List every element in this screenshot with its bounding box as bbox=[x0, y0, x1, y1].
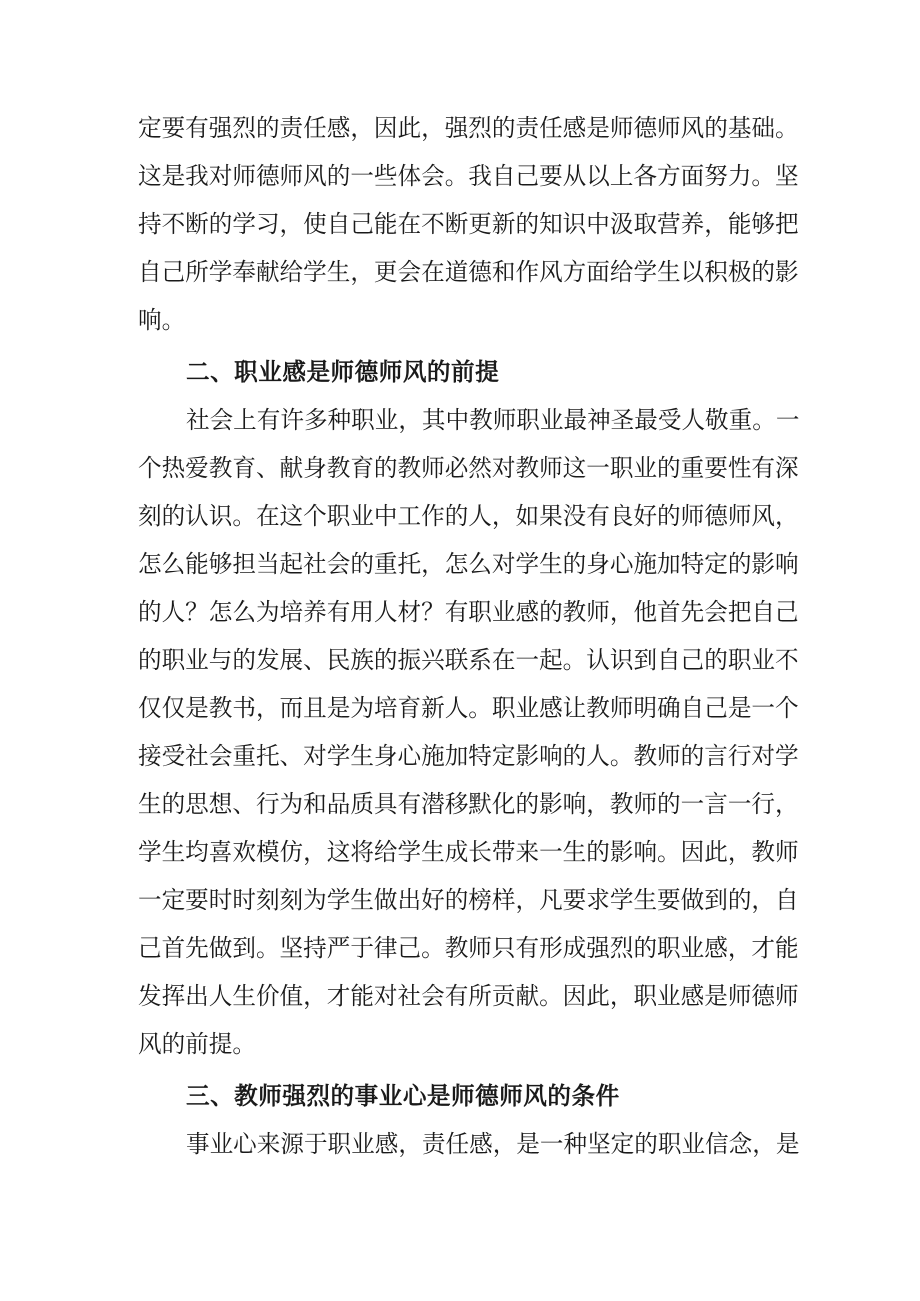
paragraph-1-line: 持不断的学习，使自己能在不断更新的知识中汲取营养，能够把 bbox=[138, 210, 799, 238]
paragraph-1-line: 定要有强烈的责任感，因此，强烈的责任感是师德师风的基础。 bbox=[138, 114, 799, 142]
paragraph-2-line: 的人？怎么为培养有用人材？有职业感的教师，他首先会把自己 bbox=[138, 598, 799, 626]
paragraph-2-line: 风的前提。 bbox=[138, 1030, 256, 1058]
paragraph-2-line: 仅仅是教书，而且是为培育新人。职业感让教师明确自己是一个 bbox=[138, 694, 799, 722]
paragraph-2-line: 接受社会重托、对学生身心施加特定影响的人。教师的言行对学 bbox=[138, 742, 799, 770]
section-heading-3: 三、教师强烈的事业心是师德师风的条件 bbox=[186, 1082, 620, 1110]
paragraph-2-line: 怎么能够担当起社会的重托，怎么对学生的身心施加特定的影响 bbox=[138, 550, 799, 578]
paragraph-2-line: 生的思想、行为和品质具有潜移默化的影响，教师的一言一行， bbox=[138, 790, 799, 818]
paragraph-2-line: 学生均喜欢模仿，这将给学生成长带来一生的影响。因此，教师 bbox=[138, 838, 799, 866]
paragraph-2-line: 刻的认识。在这个职业中工作的人，如果没有良好的师德师风， bbox=[138, 502, 799, 530]
paragraph-2-line: 发挥出人生价值，才能对社会有所贡献。因此，职业感是师德师 bbox=[138, 982, 799, 1010]
paragraph-2-line: 的职业与的发展、民族的振兴联系在一起。认识到自己的职业不 bbox=[138, 646, 799, 674]
paragraph-1-line: 响。 bbox=[138, 306, 186, 334]
paragraph-1-line: 这是我对师德师风的一些体会。我自己要从以上各方面努力。坚 bbox=[138, 162, 799, 190]
paragraph-1-line: 自己所学奉献给学生，更会在道德和作风方面给学生以积极的影 bbox=[138, 258, 799, 286]
paragraph-2-line: 社会上有许多种职业，其中教师职业最神圣最受人敬重。一 bbox=[186, 406, 800, 434]
paragraph-2-line: 个热爱教育、献身教育的教师必然对教师这一职业的重要性有深 bbox=[138, 454, 799, 482]
paragraph-2-line: 己首先做到。坚持严于律己。教师只有形成强烈的职业感，才能 bbox=[138, 934, 799, 962]
paragraph-2-line: 一定要时时刻刻为学生做出好的榜样，凡要求学生要做到的，自 bbox=[138, 886, 799, 914]
paragraph-3-line: 事业心来源于职业感，责任感，是一种坚定的职业信念，是 bbox=[186, 1130, 800, 1158]
section-heading-2: 二、职业感是师德师风的前提 bbox=[186, 358, 500, 386]
